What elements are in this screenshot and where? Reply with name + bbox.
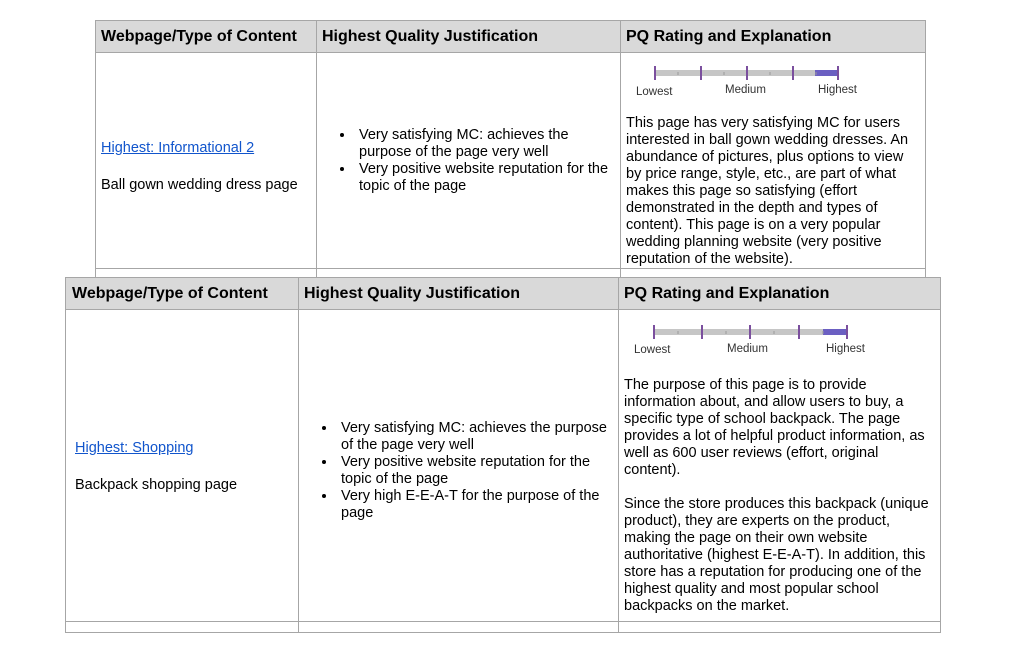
scale-label-medium: Medium: [725, 84, 766, 96]
scale-label-medium: Medium: [727, 343, 768, 355]
table-header-row: [66, 278, 941, 310]
webpage-type-cell: [96, 53, 317, 269]
justification-cell: [317, 53, 621, 269]
scale-label-highest: Highest: [826, 343, 865, 355]
example-link[interactable]: Highest: Shopping: [75, 439, 194, 456]
header-pq-rating: PQ Rating and Explanation: [621, 21, 926, 53]
rating-explanation: [619, 377, 940, 615]
header-webpage-type: Webpage/Type of Content: [96, 21, 317, 53]
webpage-type-cell: [66, 310, 299, 622]
list-item: • Very high E-E-A-T for the purpose of the page: [337, 488, 618, 522]
rating-explanation: [621, 115, 925, 268]
rating-table-2: [65, 277, 941, 633]
explanation-paragraph: Since the store produces this backpack (unique product), they are experts on the product, making the page on their own website authoritative (highest E-E-A-T). In addition, this store has a reputation for producing one of the highest quality and most popular school backpacks on the market.: [624, 496, 929, 614]
scale-label-highest: Highest: [818, 84, 857, 96]
header-pq-rating: PQ Rating and Explanation: [619, 278, 941, 310]
list-item: • Very satisfying MC: achieves the purpose of the page very well: [355, 127, 620, 161]
header-justification: Highest Quality Justification: [299, 278, 619, 310]
scale-label-lowest: Lowest: [634, 344, 671, 356]
pq-rating-cell: [619, 310, 941, 622]
rating-scale: [619, 322, 940, 364]
list-item: • Very satisfying MC: achieves the purpose of the page very well: [337, 420, 618, 454]
header-webpage-type: Webpage/Type of Content: [66, 278, 299, 310]
table-header-row: [96, 21, 926, 53]
table-row-continued: [66, 622, 941, 633]
explanation-paragraph: This page has very satisfying MC for users interested in ball gown wedding dresses. An abundance of pictures, plus options to view by price range, style, etc., are part of what makes this page so satisfying (effort demonstrated in the depth and types of content). This page is on a very popular wedding planning website (very positive reputation of the website).: [626, 115, 909, 267]
pq-rating-cell: [621, 53, 926, 269]
rating-table-1: [95, 20, 926, 280]
header-justification: Highest Quality Justification: [317, 21, 621, 53]
table-row: [66, 310, 941, 622]
page-description: Ball gown wedding dress page: [101, 176, 298, 193]
list-item: • Very positive website reputation for the topic of the page: [355, 161, 620, 195]
scale-label-lowest: Lowest: [636, 86, 673, 98]
table-row: [96, 53, 926, 269]
example-link[interactable]: Highest: Informational 2: [101, 139, 255, 156]
page-description: Backpack shopping page: [75, 476, 238, 493]
justification-list: [317, 127, 620, 195]
rating-scale: [621, 63, 925, 105]
explanation-paragraph: The purpose of this page is to provide information about, and allow users to buy, a specific type of school backpack. The page provides a lot of helpful product information, as well as 600 user reviews (effort, original content).: [624, 377, 925, 478]
justification-list: [299, 420, 618, 522]
justification-cell: [299, 310, 619, 622]
list-item: • Very positive website reputation for the topic of the page: [337, 454, 618, 488]
